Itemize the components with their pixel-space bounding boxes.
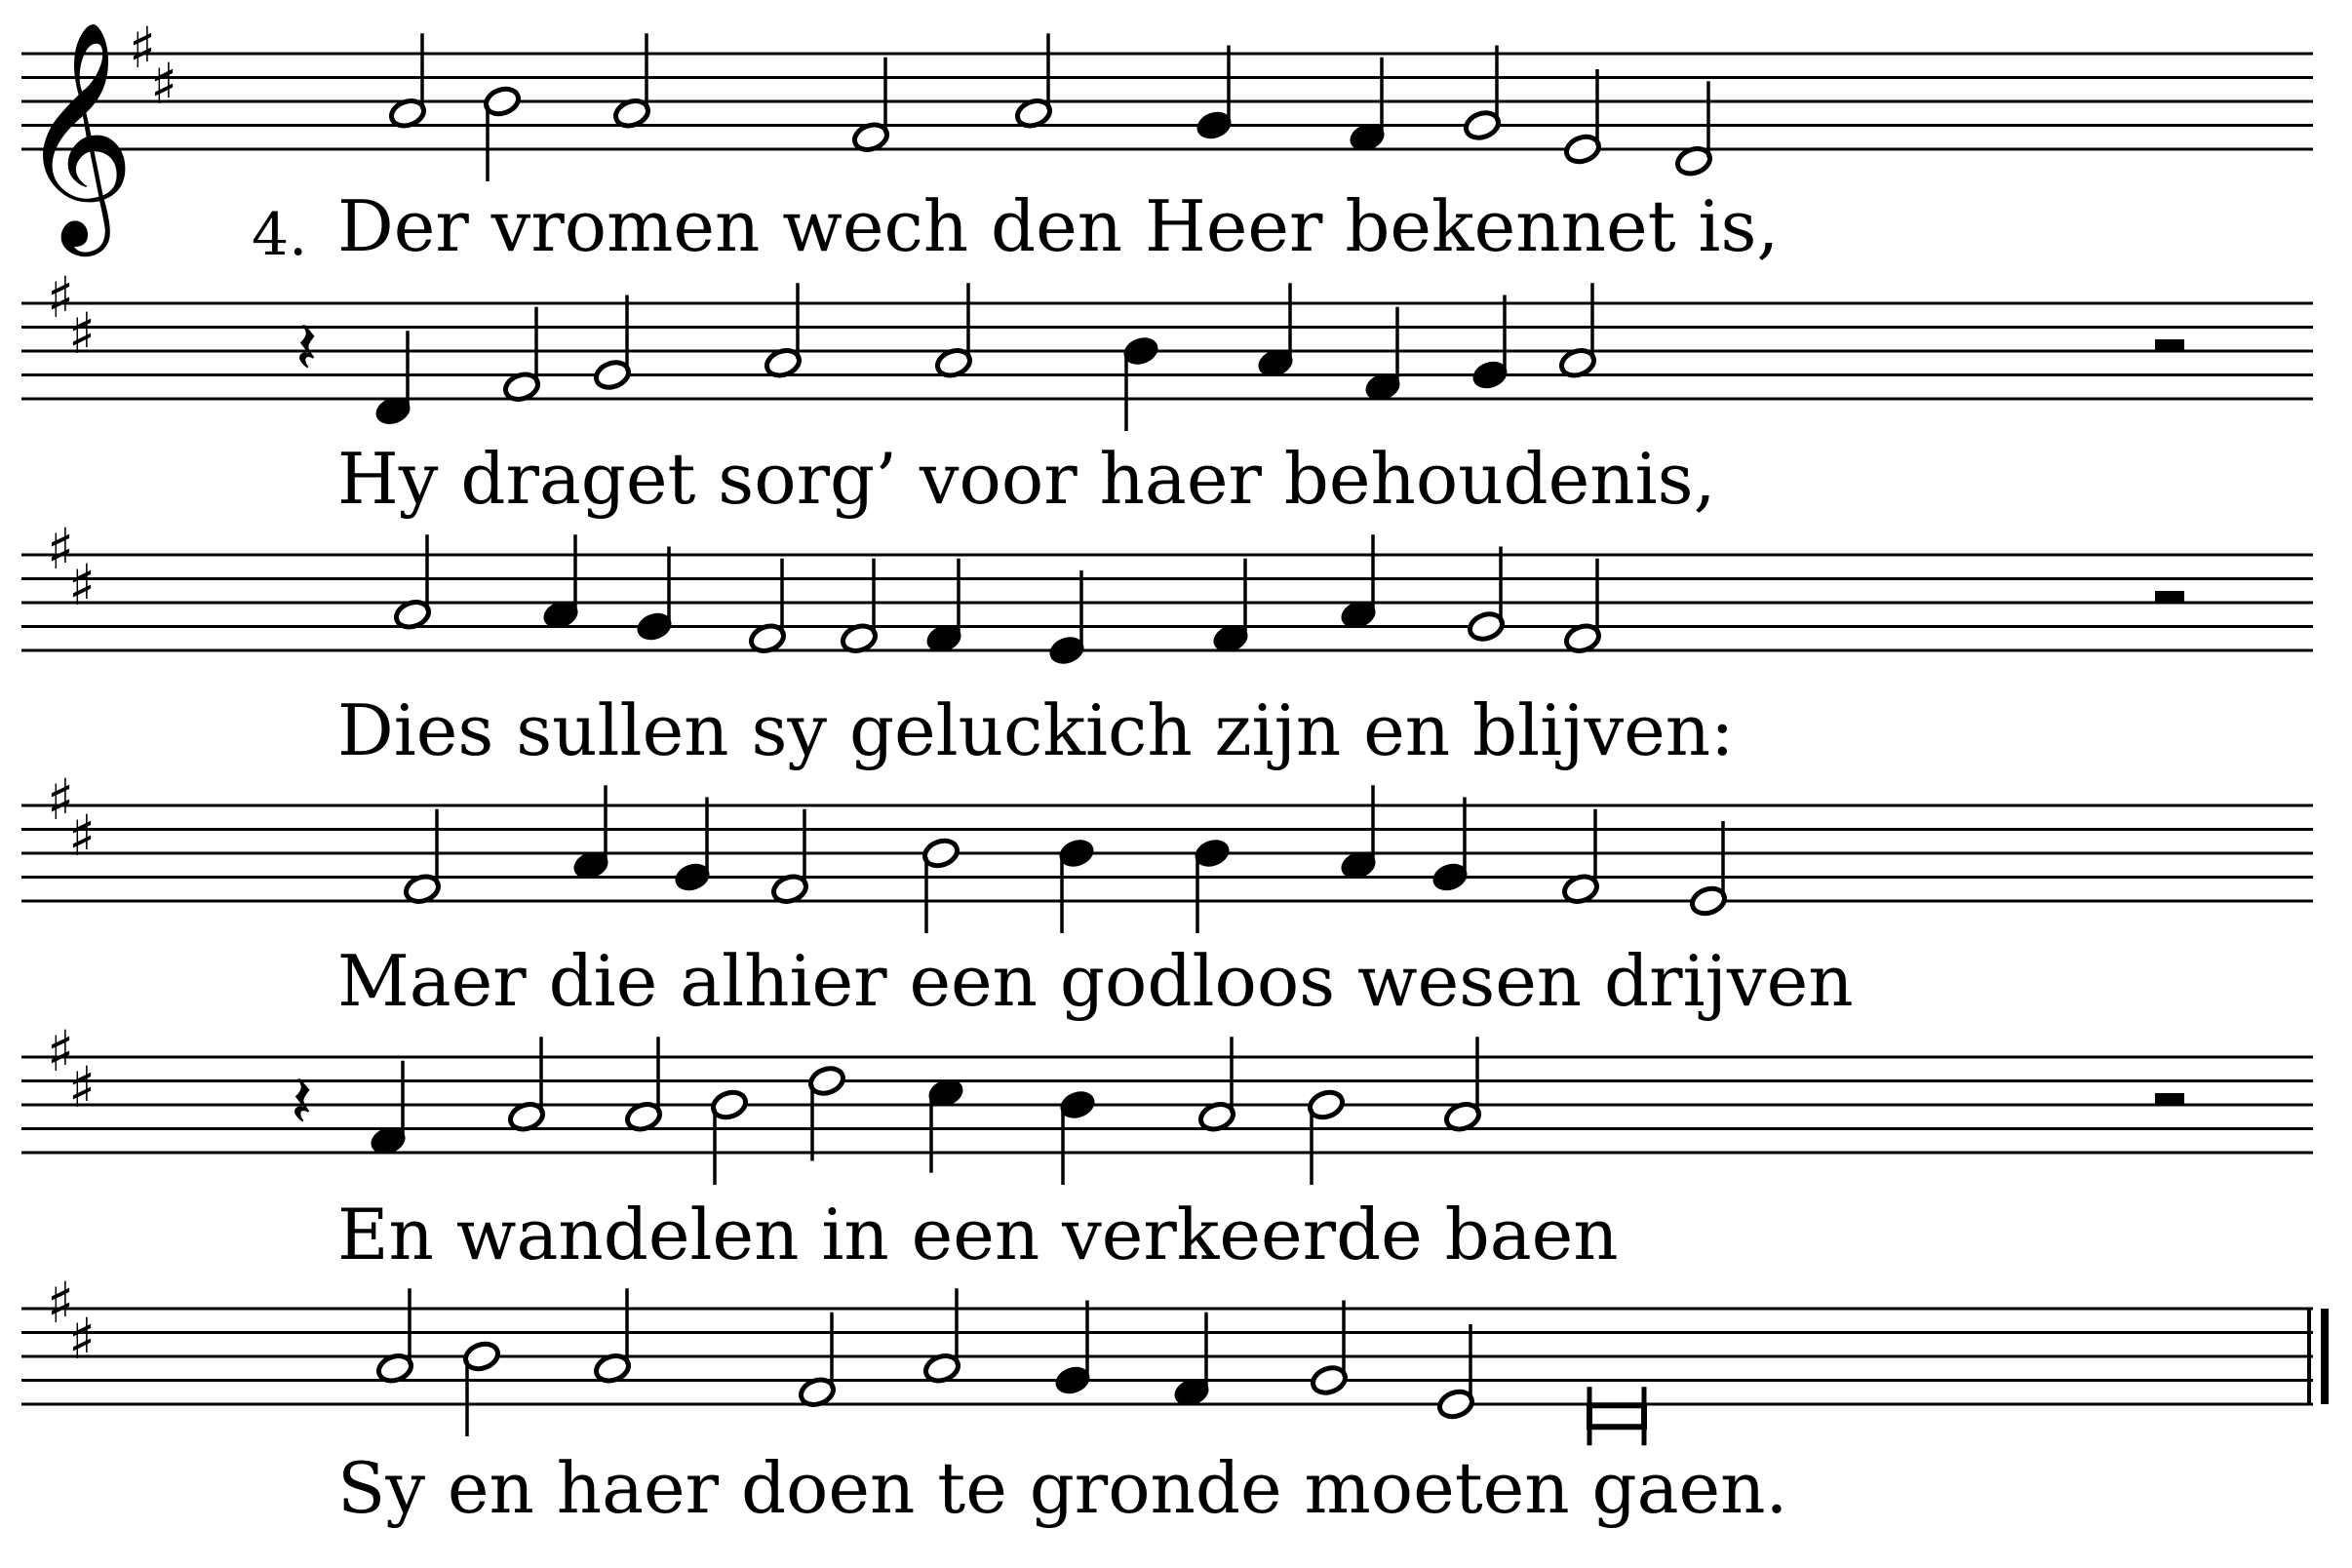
half-rest-icon <box>2155 339 2184 351</box>
note <box>612 33 651 130</box>
note <box>1256 283 1295 379</box>
note <box>934 283 973 379</box>
note <box>571 785 610 882</box>
quarter-rest-icon: 𝄽 <box>291 1060 313 1145</box>
lyric-line-5: En wandelen in een verkeerde baen <box>337 1194 1619 1275</box>
note <box>1689 821 1728 918</box>
note <box>1053 1301 1092 1397</box>
note <box>1563 69 1602 166</box>
note <box>1467 547 1506 644</box>
half-rest-icon <box>2155 1093 2184 1105</box>
note <box>1339 534 1378 631</box>
note <box>748 559 787 655</box>
key-sharp-c-icon: ♯ <box>68 1305 97 1372</box>
note <box>1057 837 1096 933</box>
half-rest-icon <box>2155 591 2184 603</box>
verse-number: 4. <box>252 201 308 269</box>
note <box>1211 559 1250 655</box>
note <box>922 1288 961 1385</box>
note <box>541 534 580 631</box>
note <box>1193 837 1232 933</box>
note <box>483 85 522 181</box>
lyric-line-2: Hy draget sorg’ voor haer behoudenis, <box>337 438 1716 520</box>
lyric-line-4: Maer die alhier een godloos wesen drijven <box>337 940 1854 1022</box>
key-sharp-c-icon: ♯ <box>68 802 97 869</box>
treble-clef-icon: 𝄞 <box>20 20 136 247</box>
key-sharp-f-icon: ♯ <box>47 1018 75 1084</box>
note <box>1363 307 1402 404</box>
note <box>710 1088 749 1185</box>
note <box>1436 1324 1475 1421</box>
note <box>798 1313 837 1409</box>
key-sharp-c-icon: ♯ <box>68 1053 97 1120</box>
note <box>1431 798 1470 894</box>
note <box>593 1288 632 1385</box>
key-sharp-c-icon: ♯ <box>68 551 97 618</box>
note <box>807 1064 846 1160</box>
note <box>593 295 632 392</box>
note <box>373 331 412 427</box>
note <box>1172 1313 1211 1409</box>
note <box>924 559 963 655</box>
note <box>462 1340 501 1436</box>
lyric-line-3: Dies sullen sy geluckich zijn en blijven: <box>337 689 1735 771</box>
key-sharp-f-icon: ♯ <box>47 1270 75 1336</box>
key-sharp-f-icon: ♯ <box>129 15 157 81</box>
note <box>1047 570 1086 667</box>
note <box>624 1037 663 1133</box>
note <box>1058 1088 1097 1185</box>
note <box>764 283 803 379</box>
note <box>1121 334 1160 431</box>
note <box>770 809 809 906</box>
note <box>1307 1088 1346 1185</box>
note <box>1561 809 1600 906</box>
note <box>375 1288 414 1385</box>
note <box>921 837 960 933</box>
quarter-rest-icon: 𝄽 <box>295 306 318 391</box>
note <box>1195 46 1234 142</box>
note <box>1339 785 1378 882</box>
note <box>1470 295 1509 392</box>
note <box>369 1061 408 1157</box>
note <box>840 559 879 655</box>
note <box>1310 1301 1349 1397</box>
note <box>1589 1387 1644 1445</box>
note <box>1674 81 1713 177</box>
note <box>635 547 674 644</box>
key-sharp-f-icon: ♯ <box>47 516 75 582</box>
note <box>393 534 432 631</box>
key-sharp-c-icon: ♯ <box>150 50 178 117</box>
key-sharp-c-icon: ♯ <box>68 299 97 367</box>
note <box>403 809 442 906</box>
note <box>1558 283 1597 379</box>
note <box>926 1077 965 1173</box>
key-sharp-f-icon: ♯ <box>47 264 75 331</box>
note <box>1348 58 1387 154</box>
note <box>388 33 427 130</box>
note <box>1463 46 1502 142</box>
note <box>1443 1037 1482 1133</box>
note <box>1197 1037 1236 1133</box>
note <box>507 1037 546 1133</box>
note <box>851 58 890 154</box>
key-sharp-f-icon: ♯ <box>47 766 75 833</box>
note <box>502 307 541 404</box>
note <box>1014 33 1053 130</box>
note <box>1563 559 1602 655</box>
note <box>673 798 712 894</box>
lyric-line-1: Der vromen wech den Heer bekennet is, <box>337 185 1780 267</box>
lyric-line-6: Sy en haer doen te gronde moeten gaen. <box>337 1447 1788 1529</box>
